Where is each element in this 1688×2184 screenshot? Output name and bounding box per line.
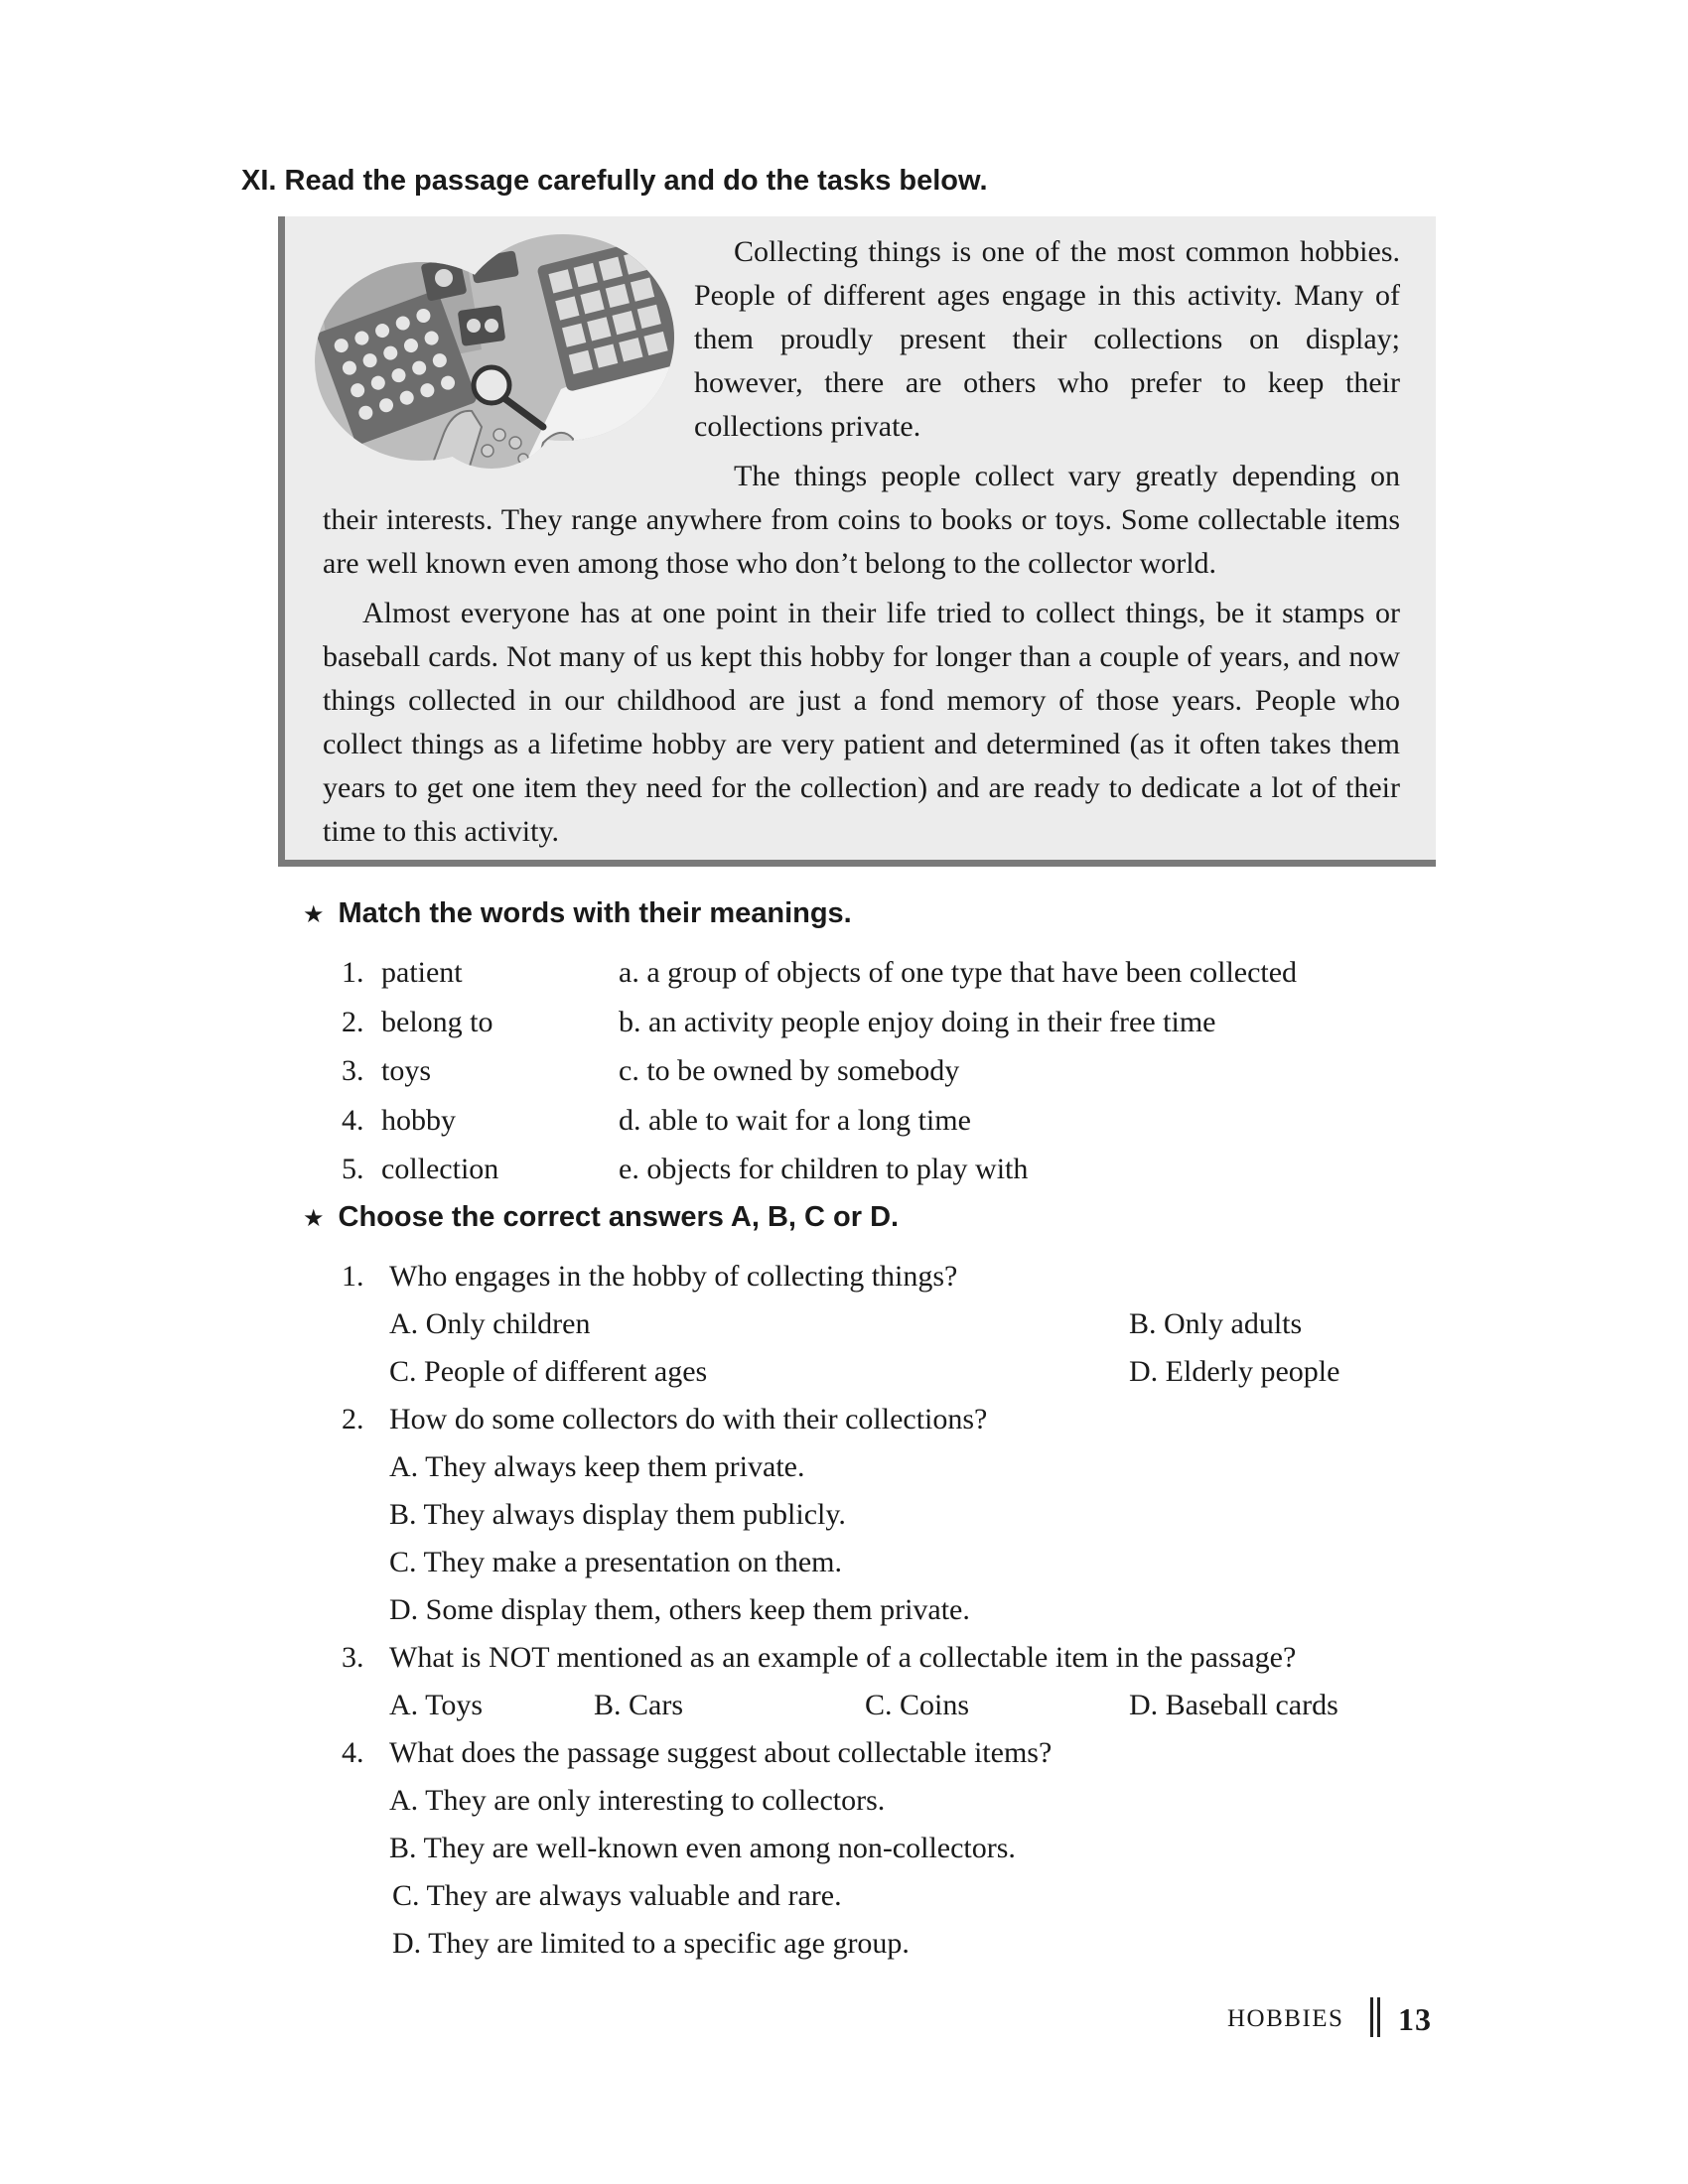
answer-option: C. People of different ages bbox=[389, 1355, 708, 1388]
answer-option-row bbox=[338, 1829, 1489, 1876]
passage-paragraph-3: Almost everyone has at one point in their life tried to collect things, be it stamps or baseball cards. Not many of us kept this hobby for longer than a couple of years, and now things collected in our childhood are just a fond memory of those years. People who collect things as a lifetime hobby are very patient and determined (as it often takes them years to get one item they need for the collection) and are ready to dedicate a lot of their time to this activity. bbox=[323, 597, 1400, 848]
question-1 bbox=[338, 1257, 1489, 1304]
answer-option-row bbox=[338, 1924, 1489, 1972]
answer-option: A. Toys bbox=[389, 1689, 484, 1721]
question-1-options-row-1 bbox=[338, 1304, 1489, 1352]
answer-option: C. They make a presentation on them. bbox=[389, 1546, 842, 1578]
match-row bbox=[338, 1051, 1489, 1101]
question-number: 4. bbox=[342, 1736, 364, 1769]
match-word: collection bbox=[381, 1153, 499, 1185]
multiple-choice-questions bbox=[338, 1257, 1489, 1972]
answer-option: C. They are always valuable and rare. bbox=[392, 1879, 842, 1912]
question-text: What is NOT mentioned as an example of a collectable item in the passage? bbox=[389, 1641, 1297, 1674]
answer-option: C. Coins bbox=[865, 1689, 970, 1721]
answer-option: B. They always display them publicly. bbox=[389, 1498, 846, 1531]
answer-option: D. Elderly people bbox=[1129, 1355, 1340, 1388]
answer-option: D. Baseball cards bbox=[1129, 1689, 1338, 1721]
match-meaning: a. a group of objects of one type that have been collected bbox=[619, 956, 1298, 989]
match-row bbox=[338, 1101, 1489, 1151]
page-footer bbox=[1227, 1995, 1456, 2045]
question-text: What does the passage suggest about collectable items? bbox=[389, 1736, 1053, 1769]
question-4 bbox=[338, 1733, 1489, 1781]
passage-paragraph-1: Collecting things is one of the most common hobbies. People of different ages engage in this activity. Many of them proudly present their collections on display; however, there are others who prefer to keep their collections private. bbox=[694, 235, 1400, 443]
answer-option-row bbox=[338, 1495, 1489, 1543]
match-row bbox=[338, 1003, 1489, 1052]
answer-option: D. Some display them, others keep them private. bbox=[389, 1593, 970, 1626]
match-number: 1. bbox=[342, 956, 364, 989]
page-number: 13 bbox=[1398, 2001, 1432, 2037]
star-bullet-icon: ★ bbox=[303, 901, 325, 928]
answer-option: A. Only children bbox=[389, 1307, 591, 1340]
answer-option: B. They are well-known even among non-collectors. bbox=[389, 1832, 1016, 1864]
question-1-options-row-2 bbox=[338, 1352, 1489, 1400]
match-number: 2. bbox=[342, 1005, 364, 1038]
match-word: toys bbox=[381, 1054, 432, 1087]
question-text: Who engages in the hobby of collecting things? bbox=[389, 1260, 958, 1293]
answer-option-row bbox=[338, 1590, 1489, 1638]
match-meaning: b. an activity people enjoy doing in their free time bbox=[619, 1005, 1216, 1038]
answer-option-row bbox=[338, 1781, 1489, 1829]
task-choose-title: Choose the correct answers A, B, C or D. bbox=[338, 1201, 900, 1233]
passage-paragraph-2: The things people collect vary greatly depending on their interests. They range anywhere from coins to books or toys. Some collectable items are well known even among those who don’t belong to the collector world. bbox=[323, 460, 1400, 580]
match-word: patient bbox=[381, 956, 463, 989]
match-row bbox=[338, 1150, 1489, 1199]
match-word: belong to bbox=[381, 1005, 493, 1038]
coin-collection-illustration bbox=[313, 230, 678, 492]
section-heading: XI. Read the passage carefully and do the tasks below. bbox=[241, 165, 988, 197]
footer-divider bbox=[1370, 1997, 1373, 2037]
task-choose-heading bbox=[303, 1201, 1475, 1234]
match-meaning: c. to be owned by somebody bbox=[619, 1054, 960, 1087]
question-2 bbox=[338, 1400, 1489, 1447]
answer-option: A. They always keep them private. bbox=[389, 1450, 805, 1483]
question-number: 3. bbox=[342, 1641, 364, 1674]
question-text: How do some collectors do with their collections? bbox=[389, 1403, 988, 1435]
task-match-title: Match the words with their meanings. bbox=[338, 897, 852, 929]
answer-option-row bbox=[338, 1876, 1489, 1924]
match-meaning: d. able to wait for a long time bbox=[619, 1103, 971, 1137]
match-number: 3. bbox=[342, 1054, 364, 1087]
answer-option-row bbox=[338, 1543, 1489, 1590]
question-number: 1. bbox=[342, 1260, 364, 1293]
answer-option: B. Only adults bbox=[1129, 1307, 1303, 1340]
match-meaning: e. objects for children to play with bbox=[619, 1153, 1029, 1185]
match-list bbox=[338, 953, 1489, 1199]
answer-option: D. They are limited to a specific age group. bbox=[392, 1927, 910, 1960]
question-3-options-row bbox=[338, 1686, 1489, 1733]
match-number: 4. bbox=[342, 1103, 364, 1137]
match-word: hobby bbox=[381, 1103, 456, 1137]
footer-title: HOBBIES bbox=[1227, 2005, 1344, 2032]
footer-divider bbox=[1377, 1997, 1380, 2037]
star-bullet-icon: ★ bbox=[303, 1205, 325, 1232]
task-match-heading bbox=[303, 897, 1475, 930]
answer-option: A. They are only interesting to collectors. bbox=[389, 1784, 886, 1817]
match-row bbox=[338, 953, 1489, 1003]
answer-option: B. Cars bbox=[594, 1689, 683, 1721]
question-3 bbox=[338, 1638, 1489, 1686]
match-number: 5. bbox=[342, 1153, 364, 1185]
question-number: 2. bbox=[342, 1403, 364, 1435]
reading-passage bbox=[278, 216, 1436, 867]
answer-option-row bbox=[338, 1447, 1489, 1495]
